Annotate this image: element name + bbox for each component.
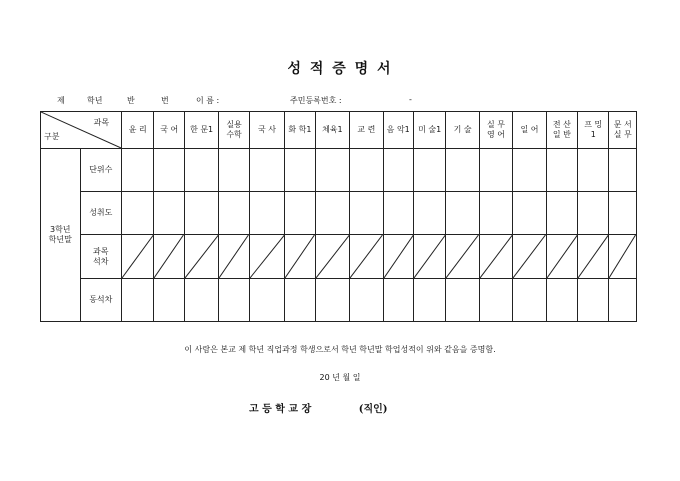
diagonal-cell xyxy=(383,235,413,279)
diagonal-slash xyxy=(154,235,183,278)
row-label: 성취도 xyxy=(80,192,122,235)
diagonal-cell xyxy=(285,235,315,279)
subject-header-row xyxy=(41,112,637,149)
subject-header: 기 술 xyxy=(446,112,479,149)
diagonal-slash xyxy=(384,235,413,278)
diagonal-cell xyxy=(122,235,154,279)
diagonal-slash xyxy=(122,235,153,278)
row-achievement xyxy=(41,192,637,235)
diagonal-slash xyxy=(446,235,478,278)
diagonal-cell xyxy=(249,235,284,279)
info-grade: 학년 xyxy=(87,96,103,105)
diagonal-slash xyxy=(285,235,314,278)
subject-header: 전 산 일 반 xyxy=(546,112,577,149)
subject-header: 문 서 실 무 xyxy=(609,112,637,149)
subject-header: 체육1 xyxy=(315,112,349,149)
diagonal-cell xyxy=(350,235,383,279)
diagonal-slash xyxy=(414,235,445,278)
diagonal-cell xyxy=(219,235,249,279)
group-label: 3학년 학년말 xyxy=(41,149,81,322)
diagonal-cell xyxy=(413,235,445,279)
certification-statement: 이 사람은 본교 제 학년 직업과정 학생으로서 학년 학년말 학업성적이 위와 같음을 증명함. xyxy=(184,345,496,354)
info-number: 번 xyxy=(161,96,169,105)
document-title: 성 적 증 명 서 xyxy=(287,61,393,77)
diagonal-slash xyxy=(609,235,636,278)
row-label: 동석차 xyxy=(80,279,122,322)
diagonal-cell xyxy=(446,235,479,279)
diagonal-slash xyxy=(547,235,577,278)
diagonal-cell xyxy=(315,235,349,279)
subject-header: 교 련 xyxy=(350,112,383,149)
grade-table xyxy=(40,111,637,322)
diagonal-slash xyxy=(578,235,608,278)
diagonal-cell xyxy=(154,235,184,279)
row-label: 과목 석차 xyxy=(80,235,122,279)
diagonal-slash xyxy=(219,235,248,278)
diagonal-slash xyxy=(513,235,545,278)
subject-header: 실용 수학 xyxy=(219,112,249,149)
row-label: 단위수 xyxy=(80,149,122,192)
subject-header: 미 술1 xyxy=(413,112,445,149)
diagonal-slash xyxy=(185,235,218,278)
info-class: 반 xyxy=(127,96,135,105)
subject-header: 실 무 영 어 xyxy=(479,112,512,149)
subject-header: 프 밍 1 xyxy=(578,112,609,149)
row-units xyxy=(41,149,637,192)
diagonal-cell xyxy=(578,235,609,279)
diagonal-slash xyxy=(480,235,512,278)
row-subject-rank xyxy=(41,235,637,279)
corner-category-label: 구분 xyxy=(44,132,60,141)
signature-line xyxy=(249,400,388,415)
diagonal-slash xyxy=(316,235,349,278)
school-principal: 고 등 학 교 장 xyxy=(249,404,312,415)
row-tie-rank xyxy=(41,279,637,322)
subject-header: 국 어 xyxy=(154,112,184,149)
info-rrn: 주민등록번호 : xyxy=(290,96,342,105)
diagonal-cell xyxy=(479,235,512,279)
info-je: 제 xyxy=(57,96,65,105)
subject-header: 윤 리 xyxy=(122,112,154,149)
corner-cell xyxy=(41,112,122,149)
issue-date: 20 년 월 일 xyxy=(319,373,361,382)
diagonal-cell xyxy=(513,235,546,279)
diagonal-slash xyxy=(350,235,382,278)
subject-header: 화 학1 xyxy=(285,112,315,149)
info-name: 이 름 : xyxy=(196,96,220,105)
subject-header: 일 어 xyxy=(513,112,546,149)
diagonal-slash xyxy=(250,235,284,278)
subject-header: 한 문1 xyxy=(184,112,218,149)
info-dash: - xyxy=(409,95,412,104)
subject-header: 국 사 xyxy=(249,112,284,149)
diagonal-cell xyxy=(546,235,577,279)
diagonal-cell xyxy=(609,235,637,279)
corner-subject-label: 과목 xyxy=(93,118,110,127)
diagonal-cell xyxy=(184,235,218,279)
official-seal: (직인) xyxy=(358,404,388,415)
subject-header: 음 악1 xyxy=(383,112,413,149)
